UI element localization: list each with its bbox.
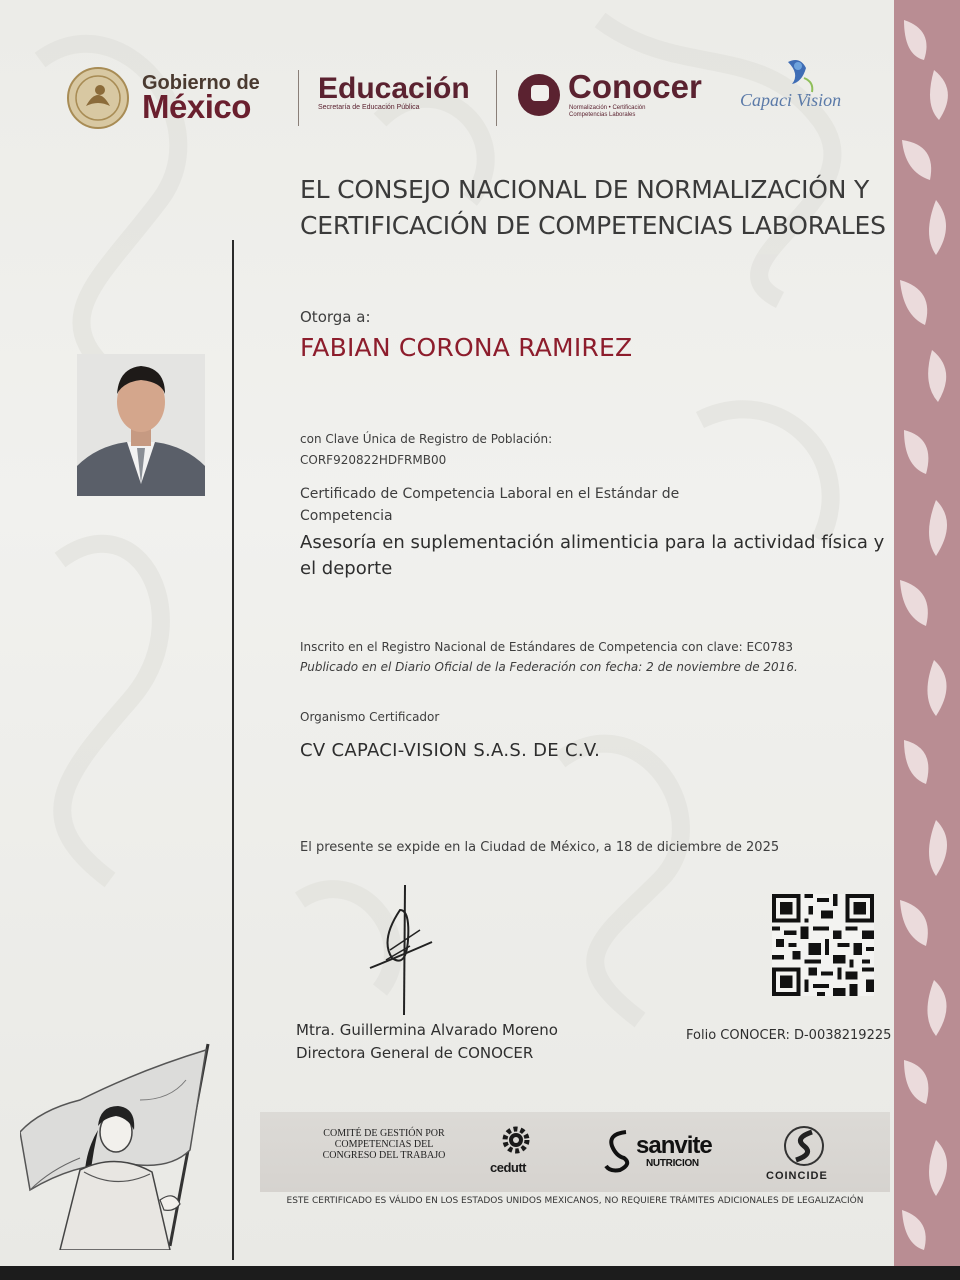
conocer-subtitle-line1: Normalización • Certificación	[569, 105, 646, 111]
signer-title: Directora General de CONOCER	[296, 1044, 534, 1062]
validity-note: ESTE CERTIFICADO ES VÁLIDO EN LOS ESTADOS UNIDOS MEXICANOS, NO REQUIERE TRÁMITES ADICIONALES DE LEGALIZACIÓN	[286, 1196, 864, 1206]
certificate-type-label: Certificado de Competencia Laboral en el Estándar de Competencia	[300, 486, 680, 524]
coincide-text: COINCIDE	[766, 1170, 828, 1182]
certificate-title: EL CONSEJO NACIONAL DE NORMALIZACIÓN Y CERTIFICACIÓN DE COMPETENCIAS LABORALES	[300, 175, 886, 240]
publicado-text: Publicado en el Diario Oficial de la Federación con fecha: 2 de noviembre de 2016.	[300, 660, 798, 674]
curp-value: CORF920822HDFRMB00	[300, 453, 447, 467]
organismo-label: Organismo Certificador	[300, 710, 440, 724]
registro-text: Inscrito en el Registro Nacional de Estándares de Competencia con clave: EC0783	[300, 640, 793, 654]
woman-with-flag-illustration	[20, 1040, 220, 1250]
signer-name: Mtra. Guillermina Alvarado Moreno	[296, 1021, 558, 1039]
sanvite-logo	[602, 1126, 732, 1176]
conocer-text: Conocer	[568, 68, 702, 105]
issue-statement: El presente se expide en la Ciudad de México, a 18 de diciembre de 2025	[300, 840, 780, 855]
conocer-subtitle	[569, 105, 645, 119]
recipient-name: FABIAN CORONA RAMIREZ	[300, 333, 633, 362]
qr-code-icon	[772, 894, 874, 996]
decorative-border	[894, 0, 960, 1266]
gobierno-mexico-logo	[66, 66, 286, 136]
recipient-photo	[77, 354, 205, 496]
gobierno-text: Gobierno de	[142, 72, 260, 94]
comite-text: COMITÉ DE GESTIÓN POR COMPETENCIAS DEL CONGRESO DEL TRABAJO	[322, 1128, 446, 1161]
educacion-text: Educación	[318, 72, 470, 105]
educacion-subtitle: Secretaría de Educación Pública	[318, 104, 420, 111]
capaci-text: Capaci Vision	[740, 90, 842, 110]
mexico-text: México	[142, 88, 251, 125]
cedutt-text: cedutt	[490, 1160, 526, 1175]
conocer-logo	[518, 68, 728, 122]
conocer-circle-icon	[518, 74, 560, 116]
sanvite-s-icon	[602, 1128, 636, 1174]
coincide-logo	[760, 1124, 850, 1184]
capaci-vision-logo	[738, 60, 862, 130]
vertical-divider	[232, 240, 234, 1260]
educacion-logo	[318, 72, 470, 111]
logo-divider	[298, 70, 299, 126]
folio-number: Folio CONOCER: D-0038219225	[686, 1028, 892, 1043]
header-logos	[66, 60, 866, 140]
curp-label: con Clave Única de Registro de Población:	[300, 432, 553, 446]
signature-mark	[360, 880, 450, 1020]
nutricion-text: NUTRICION	[646, 1158, 699, 1169]
otorga-label: Otorga a:	[300, 308, 371, 326]
logo-divider	[496, 70, 497, 126]
sanvite-text: sanvite	[636, 1132, 712, 1159]
standard-name: Asesoría en suplementación alimenticia para la actividad física y el deporte	[300, 532, 885, 579]
coincide-swirl-icon	[782, 1124, 826, 1168]
footer-logos-band	[260, 1112, 890, 1192]
conocer-subtitle-line2: Competencias Laborales	[569, 112, 636, 118]
gear-icon	[496, 1122, 536, 1162]
organismo-name: CV CAPACI-VISION S.A.S. DE C.V.	[300, 740, 601, 761]
cedutt-logo	[488, 1122, 544, 1180]
coat-of-arms-icon	[66, 66, 130, 130]
